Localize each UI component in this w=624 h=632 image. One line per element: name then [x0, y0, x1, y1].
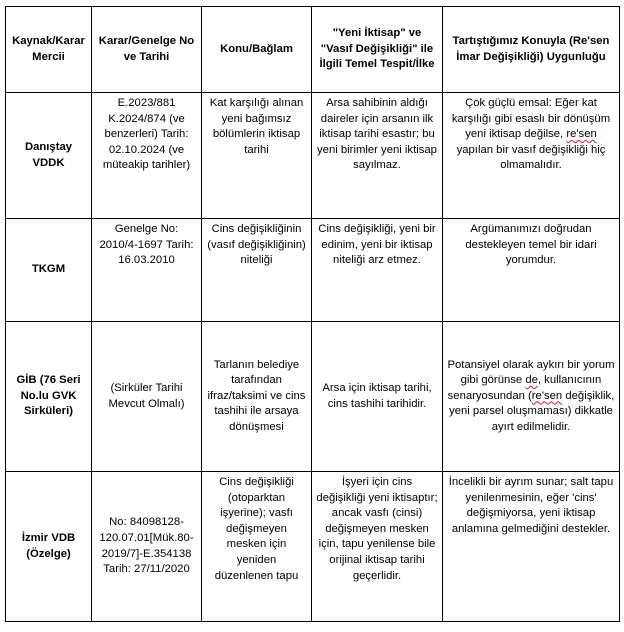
- relevance-text: değişiklik, yeni parsel oluşmaması) dikkatle ayırt edilmelidir.: [449, 389, 615, 433]
- cell-topic: Tarlanın belediye tarafından ifraz/taksimi ve cins tashihi ile arsaya dönüşmesi: [202, 322, 312, 472]
- spellcheck-underlined-word: re'sen: [566, 128, 597, 141]
- cell-relevance: İncelikli bir ayrım sunar; salt tapu yenilenmesinin, eğer 'cins' değişmiyorsa, yeni iktisap anlamına gelmediğini destekler.: [443, 472, 620, 622]
- relevance-text: Potansiyel olarak aykırı bir yorum gibi görünse: [447, 358, 615, 387]
- relevance-text: yapılan bir vasıf değişikliği hiç olmamalıdır.: [456, 143, 606, 172]
- table-row: [6, 322, 620, 472]
- cell-topic: Cins değişikliği (otoparktan işyerine); vasfı değişmeyen mesken için yeniden düzenlenen tapu: [202, 472, 312, 622]
- cell-source: TKGM: [6, 219, 92, 322]
- table-row: [6, 93, 620, 219]
- header-reference: Karar/Genelge No ve Tarihi: [92, 7, 202, 93]
- header-relevance: Tartıştığımız Konuyla (Re'sen İmar Değişikliği) Uygunluğu: [443, 7, 620, 93]
- cell-principle: Arsa sahibinin aldığı daireler için arsanın ilk iktisap tarihi esastır; bu yeni birimler yeni iktisap sayılmaz.: [312, 93, 443, 219]
- cell-source: Danıştay VDDK: [6, 93, 92, 219]
- spellcheck-underlined-word: de: [525, 374, 538, 387]
- cell-topic: Kat karşılığı alınan yeni bağımsız bölümlerin iktisap tarihi: [202, 93, 312, 219]
- cell-principle: Arsa için iktisap tarihi, cins tashihi tarihidir.: [312, 322, 443, 472]
- cell-relevance: [443, 93, 620, 219]
- table-header-row: [6, 7, 620, 93]
- cell-principle: İşyeri için cins değişikliği yeni iktisaptır; ancak vasfı (cinsi) değişmeyen mesken için, tapu yenilense bile orijinal iktisap tarihi geçerlidir.: [312, 472, 443, 622]
- cell-source: İzmir VDB (Özelge): [6, 472, 92, 622]
- cell-reference: E.2023/881 K.2024/874 (ve benzerleri) Tarih: 02.10.2024 (ve müteakip tarihler): [92, 93, 202, 219]
- cell-reference: No: 84098128-120.07.01[Mük.80-2019/7]-E.354138 Tarih: 27/11/2020: [92, 472, 202, 622]
- table-row: [6, 219, 620, 322]
- relevance-text: Çok güçlü emsal: Eğer kat karşılığı gibi esaslı bir dönüşüm yeni iktisap değilse,: [451, 97, 611, 141]
- table-row: [6, 472, 620, 622]
- rulings-table: [5, 6, 620, 622]
- cell-reference: Genelge No: 2010/4-1697 Tarih: 16.03.2010: [92, 219, 202, 322]
- header-source: Kaynak/Karar Mercii: [6, 7, 92, 93]
- relevance-text: , kullanıcının senaryosundan (: [447, 374, 602, 402]
- header-topic: Konu/Bağlam: [202, 7, 312, 93]
- cell-principle: Cins değişikliği, yeni bir edinim, yeni bir iktisap niteliği arz etmez.: [312, 219, 443, 322]
- cell-relevance: Argümanımızı doğrudan destekleyen temel bir idari yorumdur.: [443, 219, 620, 322]
- header-principle: "Yeni İktisap" ve "Vasıf Değişikliği" ile İlgili Temel Tespit/İlke: [312, 7, 443, 93]
- cell-source: GİB (76 Seri No.lu GVK Sirküleri): [6, 322, 92, 472]
- cell-relevance: [443, 322, 620, 472]
- cell-reference: (Sirküler Tarihi Mevcut Olmalı): [92, 322, 202, 472]
- cell-topic: Cins değişikliğinin (vasıf değişikliğinin) niteliği: [202, 219, 312, 322]
- spellcheck-underlined-word: re'sen: [531, 389, 563, 402]
